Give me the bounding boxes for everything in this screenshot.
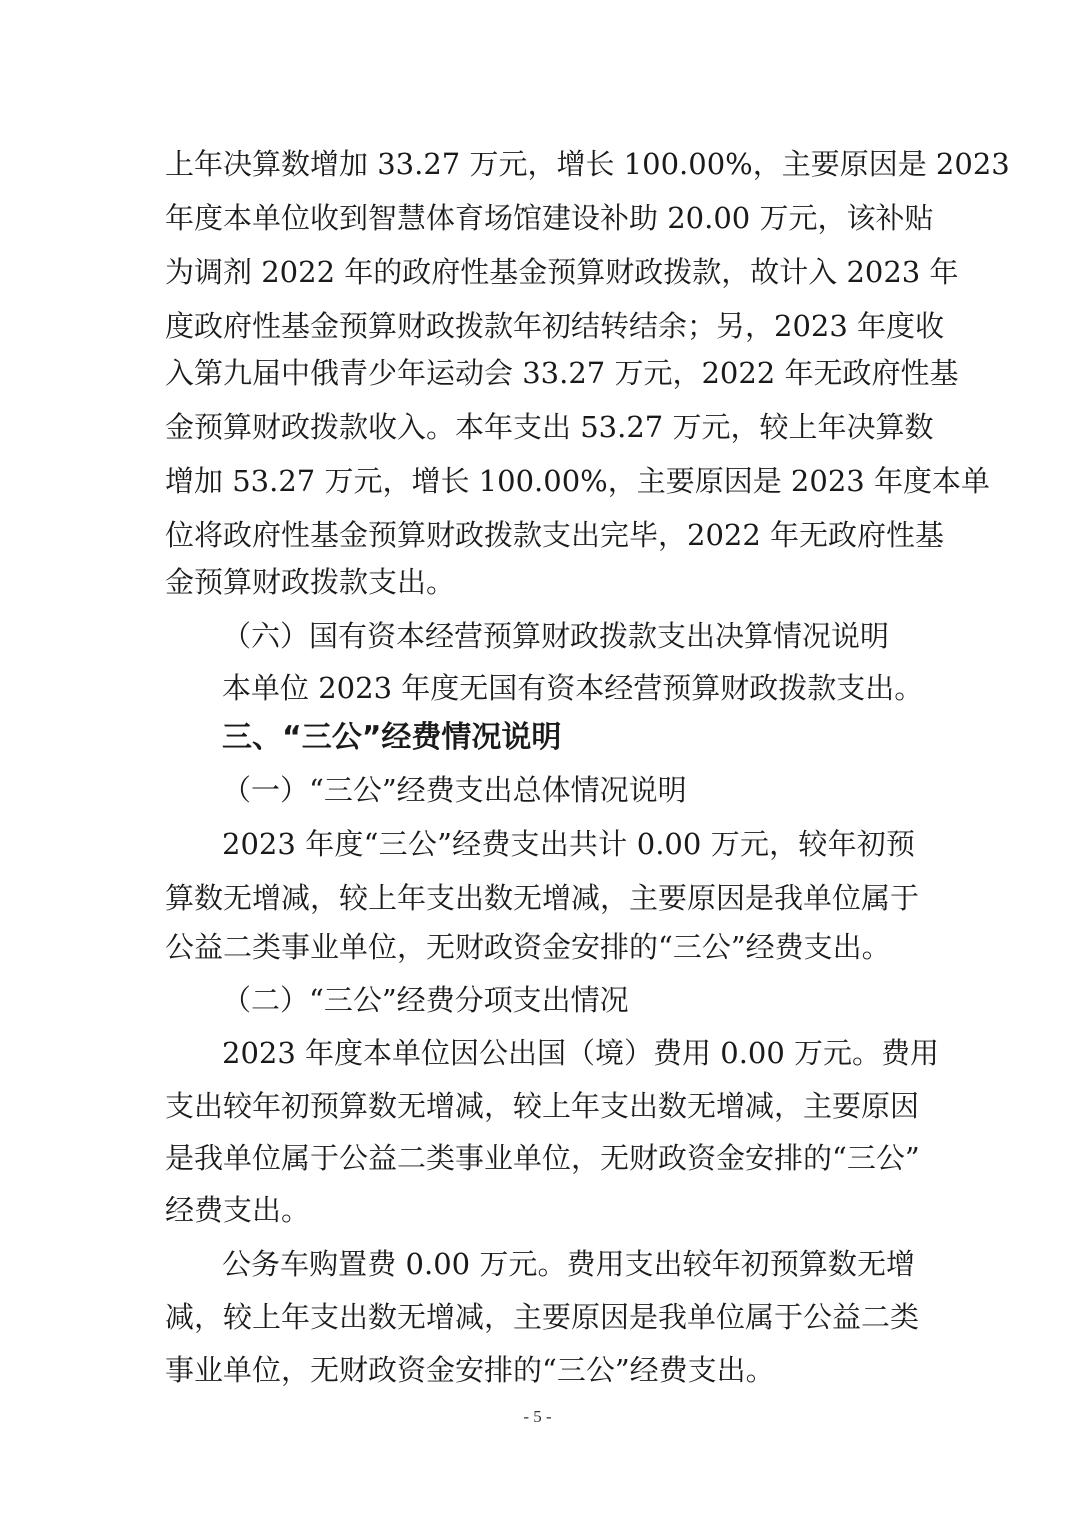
paragraph-line: 公务车购置费 0.00 万元。费用支出较年初预算数无增 xyxy=(222,1247,915,1281)
paragraph-line: 是我单位属于公益二类事业单位，无财政资金安排的“三公” xyxy=(165,1141,920,1175)
paragraph-line: 公益二类事业单位，无财政资金安排的“三公”经费支出。 xyxy=(165,930,891,964)
paragraph-line: 支出较年初预算数无增减，较上年支出数无增减，主要原因 xyxy=(165,1089,920,1123)
paragraph-line: 为调剂 2022 年的政府性基金预算财政拨款，故计入 2023 年 xyxy=(165,255,959,289)
paragraph-line: 2023 年度本单位因公出国（境）费用 0.00 万元。费用 xyxy=(222,1036,940,1070)
paragraph-line: 增加 53.27 万元，增长 100.00%，主要原因是 2023 年度本单 xyxy=(165,464,990,498)
paragraph-line: 入第九届中俄青少年运动会 33.27 万元，2022 年无政府性基 xyxy=(165,356,959,390)
page-number: - 5 - xyxy=(523,1407,552,1426)
paragraph-line: 上年决算数增加 33.27 万元，增长 100.00%，主要原因是 2023 xyxy=(165,147,1010,181)
paragraph-line: 事业单位，无财政资金安排的“三公”经费支出。 xyxy=(165,1353,775,1387)
paragraph-line: 2023 年度“三公”经费支出共计 0.00 万元，较年初预 xyxy=(222,827,915,861)
paragraph-line: 算数无增减，较上年支出数无增减，主要原因是我单位属于 xyxy=(165,881,920,915)
paragraph-line: 年度本单位收到智慧体育场馆建设补助 20.00 万元，该补贴 xyxy=(165,201,934,235)
paragraph-line: 金预算财政拨款支出。 xyxy=(165,565,456,599)
paragraph-line: 金预算财政拨款收入。本年支出 53.27 万元，较上年决算数 xyxy=(165,410,934,444)
paragraph-line: 经费支出。 xyxy=(165,1193,311,1227)
section-subheading: （六）国有资本经营预算财政拨款支出决算情况说明 xyxy=(222,619,890,653)
paragraph-line: 本单位 2023 年度无国有资本经营预算财政拨款支出。 xyxy=(222,671,924,705)
paragraph-line: 减，较上年支出数无增减，主要原因是我单位属于公益二类 xyxy=(165,1300,920,1334)
section-subheading: （二）“三公”经费分项支出情况 xyxy=(222,983,629,1017)
section-heading: 三、“三公”经费情况说明 xyxy=(222,720,562,755)
paragraph-line: 度政府性基金预算财政拨款年初结转结余；另，2023 年度收 xyxy=(165,309,945,343)
section-subheading: （一）“三公”经费支出总体情况说明 xyxy=(222,773,687,807)
paragraph-line: 位将政府性基金预算财政拨款支出完毕，2022 年无政府性基 xyxy=(165,518,945,552)
